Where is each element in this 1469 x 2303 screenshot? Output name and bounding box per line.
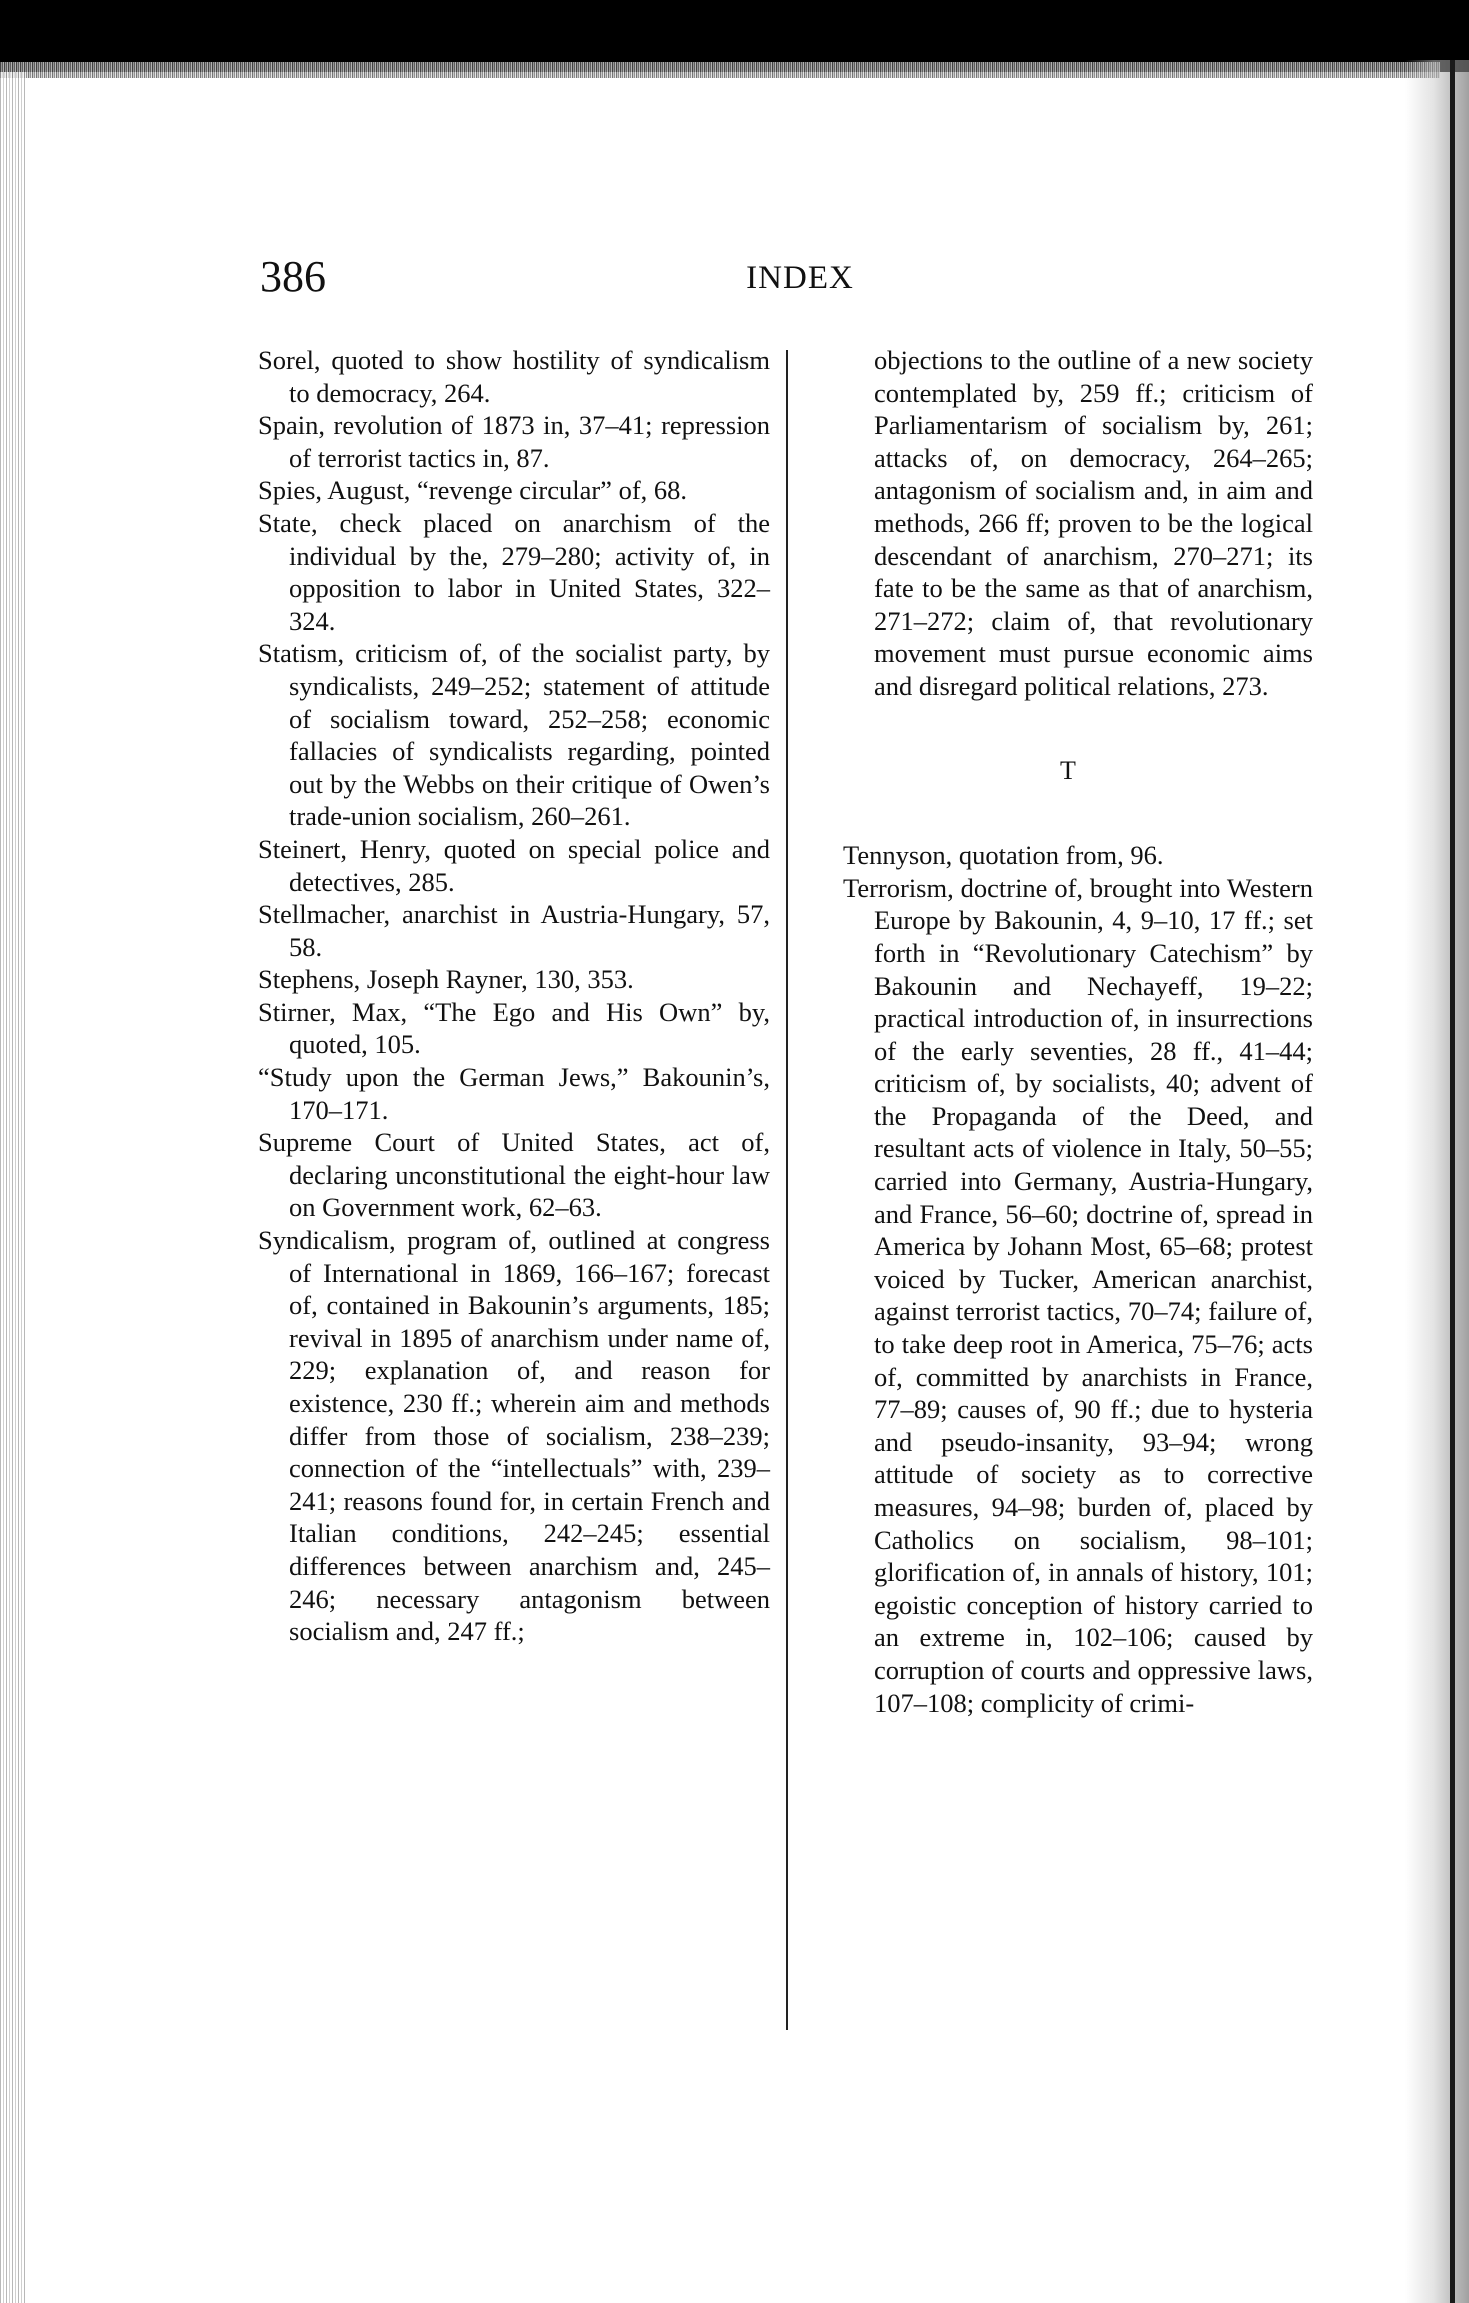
- index-entry-state: State, check placed on anarchism of the individual by the, 279–280; activity of, in opposition to labor in United States, 322–324.: [258, 507, 770, 636]
- index-entry-steinert: Steinert, Henry, quoted on special police and detectives, 285.: [258, 833, 770, 897]
- index-entry-study-german-jews: “Study upon the German Jews,” Bakounin’s, 170–171.: [258, 1062, 770, 1125]
- running-head: INDEX: [746, 260, 854, 296]
- page-number: 386: [260, 252, 326, 301]
- book-binding-line: [1450, 60, 1455, 2303]
- index-entry-syndicalism-continued: objections to the outline of a new society contemplated by, 259 ff.; criticism of Parliamentarism of socialism by, 261; attacks of, on democracy, 264–265; antagonism of socialism and, in aim and methods, 266 ff; proven to be the logical descendant of anarchism, 270–271; its fate to be the same as that of anarchism, 271–272; claim of, that revolutionary movement must pursue economic aims and disregard political relations, 273.: [874, 345, 1313, 701]
- left-column: [258, 344, 770, 1648]
- index-entry-terrorism: Terrorism, doctrine of, brought into Western Europe by Bakounin, 4, 9–10, 17 ff.; set forth in “Revolutionary Catechism” by Bakounin and Nechayeff, 19–22; practical introduction of, in insurrections of the early seventies, 28 ff., 41–44; criticism of, by socialists, 40; advent of the Propaganda of the Deed, and resultant acts of violence in Italy, 50–55; carried into Germany, Austria-Hungary, and France, 56–60; doctrine of, spread in America by Johann Most, 65–68; protest voiced by Tucker, American anarchist, against terrorist tactics, 70–74; failure of, to take deep root in America, 75–76; acts of, committed by anarchists in France, 77–89; causes of, 90 ff.; due to hysteria and pseudo-insanity, 93–94; wrong attitude of society as to corrective measures, 94–98; burden of, placed by Catholics on socialism, 98–101; glorification of, in annals of history, 101; egoistic conception of history carried to an extreme in, 102–106; caused by corruption of courts and oppressive laws, 107–108; complicity of crimi-: [843, 872, 1313, 1718]
- index-entry-spain: Spain, revolution of 1873 in, 37–41; repression of terrorist tactics in, 87.: [258, 410, 770, 473]
- section-letter-heading: T: [1060, 755, 1076, 785]
- index-entry-spies: Spies, August, “revenge circular” of, 68.: [258, 475, 688, 506]
- index-entry-supreme-court: Supreme Court of United States, act of, declaring unconstitutional the eight-hour law on Government work, 62–63.: [258, 1127, 770, 1223]
- right-column: [843, 344, 1313, 1719]
- index-entry-tennyson: Tennyson, quotation from, 96.: [843, 840, 1164, 871]
- scan-left-edge: [0, 72, 26, 2303]
- index-entry-sorel: Sorel, quoted to show hostility of syndicalism to democracy, 264.: [258, 345, 770, 408]
- scan-right-gutter: [1405, 60, 1469, 2303]
- index-entry-syndicalism: Syndicalism, program of, outlined at congress of International in 1869, 166–167; forecast of, contained in Bakounin’s arguments, 185; revival in 1895 of anarchism under name of, 229; explanation of, and reason for existence, 230 ff.; wherein aim and methods differ from those of socialism, 238–239; connection of the “intellectuals” with, 239–241; reasons found for, in certain French and Italian conditions, 242–245; essential differences between anarchism and, 245–246; necessary antagonism between socialism and, 247 ff.;: [258, 1225, 770, 1647]
- index-entry-stirner: Stirner, Max, “The Ego and His Own” by, quoted, 105.: [258, 996, 770, 1060]
- index-entry-stephens: Stephens, Joseph Rayner, 130, 353.: [258, 964, 634, 995]
- index-entry-statism: Statism, criticism of, of the socialist party, by syndicalists, 249–252; statement of attitude of socialism toward, 252–258; economic fallacies of syndicalists regarding, pointed out by the Webbs on their critique of Owen’s trade-union socialism, 260–261.: [258, 638, 770, 832]
- index-entry-stellmacher: Stellmacher, anarchist in Austria-Hungary, 57, 58.: [258, 899, 770, 962]
- scan-top-edge-noise: [0, 62, 1440, 78]
- column-divider: [786, 350, 788, 2030]
